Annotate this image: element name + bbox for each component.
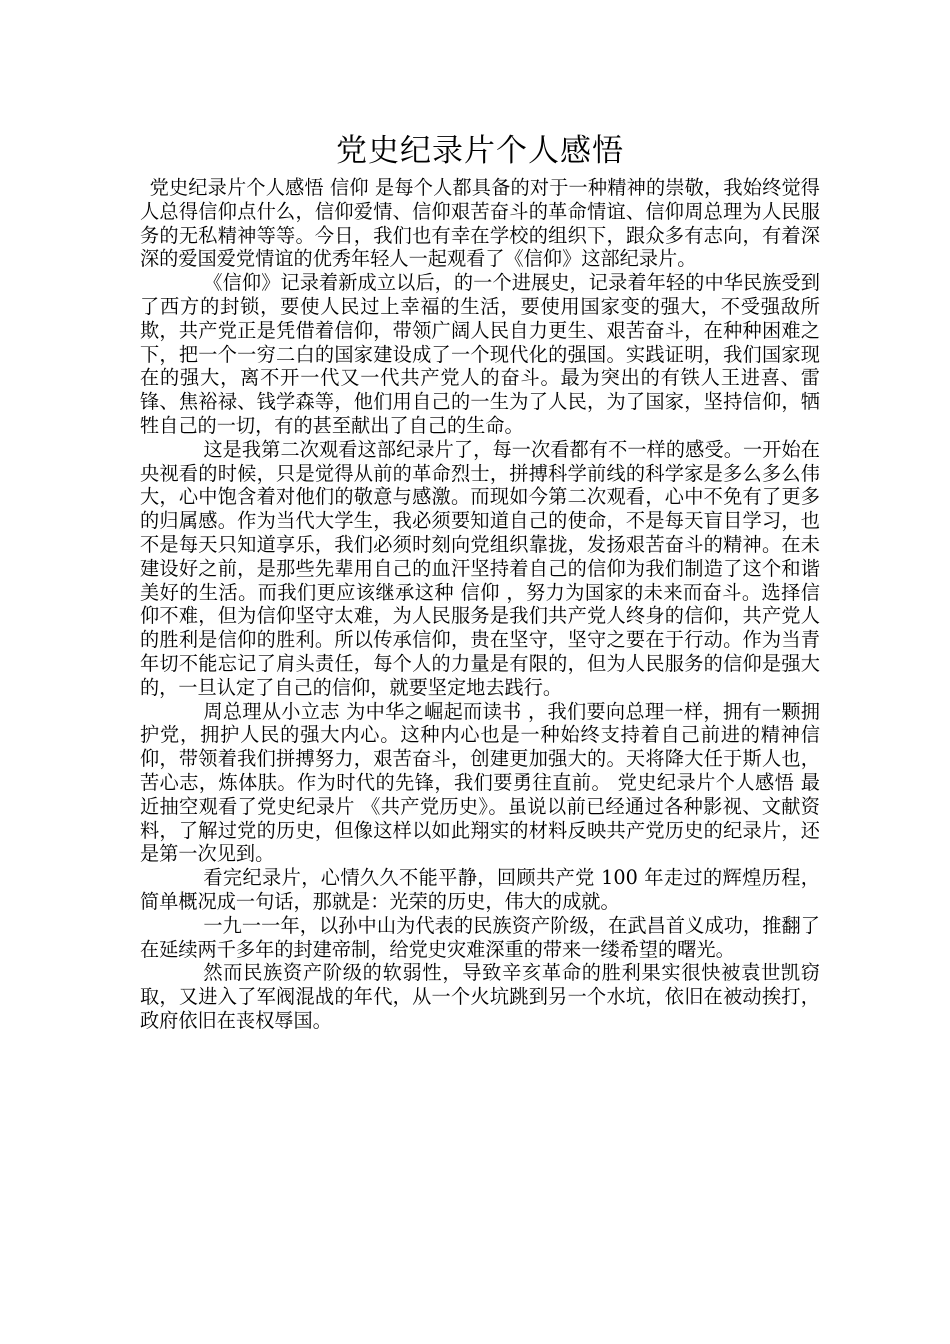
document-title: 党史纪录片个人感悟 [336, 133, 624, 169]
paragraph-1: 党史纪录片个人感悟 信仰 是每个人都具备的对于一种精神的崇敬，我始终觉得人总得信仰点什么，信仰爱情、信仰艰苦奋斗的革命情谊、信仰周总理为人民服务的无私精神等等。今日，我们也有幸在学校的组织下，跟众多有志向，有着深深的爱国爱党情谊的优秀年轻人一起观看了《信仰》这部纪录片。 [140, 176, 820, 271]
paragraph-4: 周总理从小立志 为中华之崛起而读书 ，我们要向总理一样，拥有一颗拥护党，拥护人民的强大内心。这种内心也是一种始终支持着自己前进的精神信仰，带领着我们拼搏努力，艰苦奋斗，创建更加强大的。天将降大任于斯人也，苦心志，炼体肤。作为时代的先锋，我们要勇往直前。 党史纪录片个人感悟 最近抽空观看了党史纪录片 《共产党历史》。虽说以前已经通过各种影视、文献资料，了解过党的历史，但像这样以如此翔实的材料反映共产党历史的纪录片，还是第一次见到。 [140, 699, 820, 866]
paragraph-5: 看完纪录片，心情久久不能平静，回顾共产党 100 年走过的辉煌历程，简单概况成一句话，那就是：光荣的历史，伟大的成就。 [140, 866, 820, 913]
document-page [140, 128, 820, 1033]
paragraph-3: 这是我第二次观看这部纪录片了，每一次看都有不一样的感受。一开始在央视看的时候，只是觉得从前的革命烈士，拼搏科学前线的科学家是多么多么伟大，心中饱含着对他们的敬意与感激。而现如今第二次观看，心中不免有了更多的归属感。作为当代大学生，我必须要知道自己的使命，不是每天盲目学习，也不是每天只知道享乐，我们必须时刻向党组织靠拢，发扬艰苦奋斗的精神。在未建设好之前，是那些先辈用自己的血汗坚持着自己的信仰为我们制造了这个和谐美好的生活。而我们更应该继承这种 信仰 ，努力为国家的未来而奋斗。选择信仰不难，但为信仰坚守太难，为人民服务是我们共产党人终身的信仰，共产党人的胜利是信仰的胜利。所以传承信仰，贵在坚守，坚守之要在于行动。作为当青年切不能忘记了肩头责任，每个人的力量是有限的，但为人民服务的信仰是强大的，一旦认定了自己的信仰，就要坚定地去践行。 [140, 437, 820, 699]
paragraph-7: 然而民族资产阶级的软弱性，导致辛亥革命的胜利果实很快被袁世凯窃取，又进入了军阀混战的年代，从一个火坑跳到另一个水坑，依旧在被动挨打，政府依旧在丧权辱国。 [140, 961, 820, 1032]
paragraph-6: 一九一一年，以孙中山为代表的民族资产阶级，在武昌首义成功，推翻了在延续两千多年的封建帝制，给党史灾难深重的带来一缕希望的曙光。 [140, 913, 820, 961]
paragraph-2: 《信仰》记录着新成立以后，的一个进展史，记录着年轻的中华民族受到了西方的封锁，要使人民过上幸福的生活，要使用国家变的强大，不受强敌所欺，共产党正是凭借着信仰，带领广阔人民自力更生、艰苦奋斗，在种种困难之下，把一个一穷二白的国家建设成了一个现代化的强国。实践证明，我们国家现在的强大，离不开一代又一代共产党人的奋斗。最为突出的有铁人王进喜、雷锋、焦裕禄、钱学森等，他们用自己的一生为了人民，为了国家，坚持信仰，牺牲自己的一切，有的甚至献出了自己的生命。 [140, 271, 820, 437]
